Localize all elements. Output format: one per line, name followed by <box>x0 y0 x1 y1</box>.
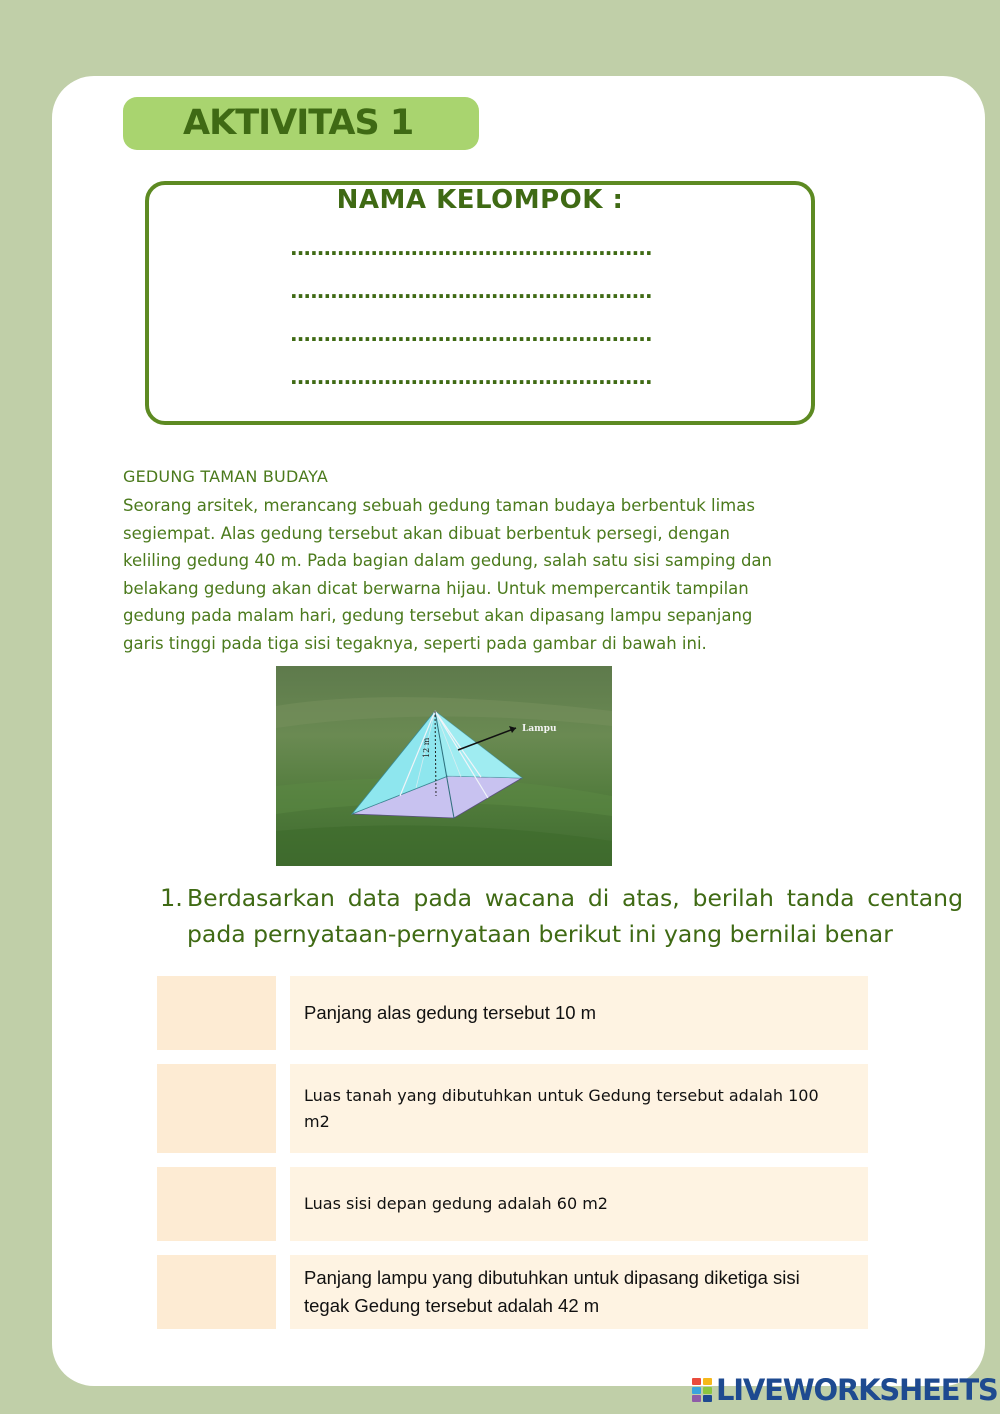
passage-heading: GEDUNG TAMAN BUDAYA <box>123 467 328 486</box>
statement-text: Luas tanah yang dibutuhkan untuk Gedung tersebut adalah 100 m2 <box>304 1085 819 1131</box>
question-number: 1. <box>160 884 183 912</box>
pyramid-building-image <box>276 666 612 866</box>
question-text: Berdasarkan data pada wacana di atas, berilah tanda centang pada pernyataan-pernyataan berikut ini yang bernilai benar <box>187 884 963 948</box>
passage-line: garis tinggi pada tiga sisi tegaknya, seperti pada gambar di bawah ini. <box>123 633 707 653</box>
liveworksheets-logo <box>692 1374 998 1406</box>
statement-2 <box>290 1064 868 1153</box>
statement-4 <box>290 1255 868 1329</box>
statement-text: Luas sisi depan gedung adalah 60 m2 <box>304 1194 608 1213</box>
lamp-label: Lampu <box>522 724 557 734</box>
height-label: 12 m <box>422 737 431 758</box>
checkbox-statement-2[interactable] <box>157 1064 276 1153</box>
passage-text <box>123 492 913 657</box>
checkbox-statement-1[interactable] <box>157 976 276 1050</box>
group-member-line-1[interactable]: ...................................................... <box>290 236 652 260</box>
statement-text: Panjang lampu yang dibutuhkan untuk dipasang diketiga sisi tegak Gedung tersebut adalah 42 m <box>304 1267 800 1316</box>
group-name-title: NAMA KELOMPOK : <box>336 185 624 215</box>
checkbox-statement-4[interactable] <box>157 1255 276 1329</box>
liveworksheets-logo-icon <box>692 1378 712 1402</box>
group-name-box <box>145 181 815 425</box>
passage-line: Seorang arsitek, merancang sebuah gedung taman budaya berbentuk limas <box>123 496 755 515</box>
statement-3 <box>290 1167 868 1241</box>
activity-title: AKTIVITAS 1 <box>123 97 479 150</box>
passage-line: belakang gedung akan dicat berwarna hijau. Untuk mempercantik tampilan <box>123 578 749 598</box>
group-member-line-2[interactable]: ...................................................... <box>290 279 652 303</box>
liveworksheets-brand: LIVEWORKSHEETS <box>716 1373 998 1407</box>
checkbox-statement-3[interactable] <box>157 1167 276 1241</box>
passage-line: gedung pada malam hari, gedung tersebut akan dipasang lampu sepanjang <box>123 606 753 625</box>
group-member-line-4[interactable]: ...................................................... <box>290 365 652 389</box>
group-member-line-3[interactable]: ...................................................... <box>290 322 652 346</box>
question-1 <box>160 880 963 952</box>
statement-text: Panjang alas gedung tersebut 10 m <box>304 1002 597 1023</box>
passage-line: keliling gedung 40 m. Pada bagian dalam gedung, salah satu sisi samping dan <box>123 551 772 570</box>
passage-line: segiempat. Alas gedung tersebut akan dibuat berbentuk persegi, dengan <box>123 523 730 543</box>
statement-1 <box>290 976 868 1050</box>
